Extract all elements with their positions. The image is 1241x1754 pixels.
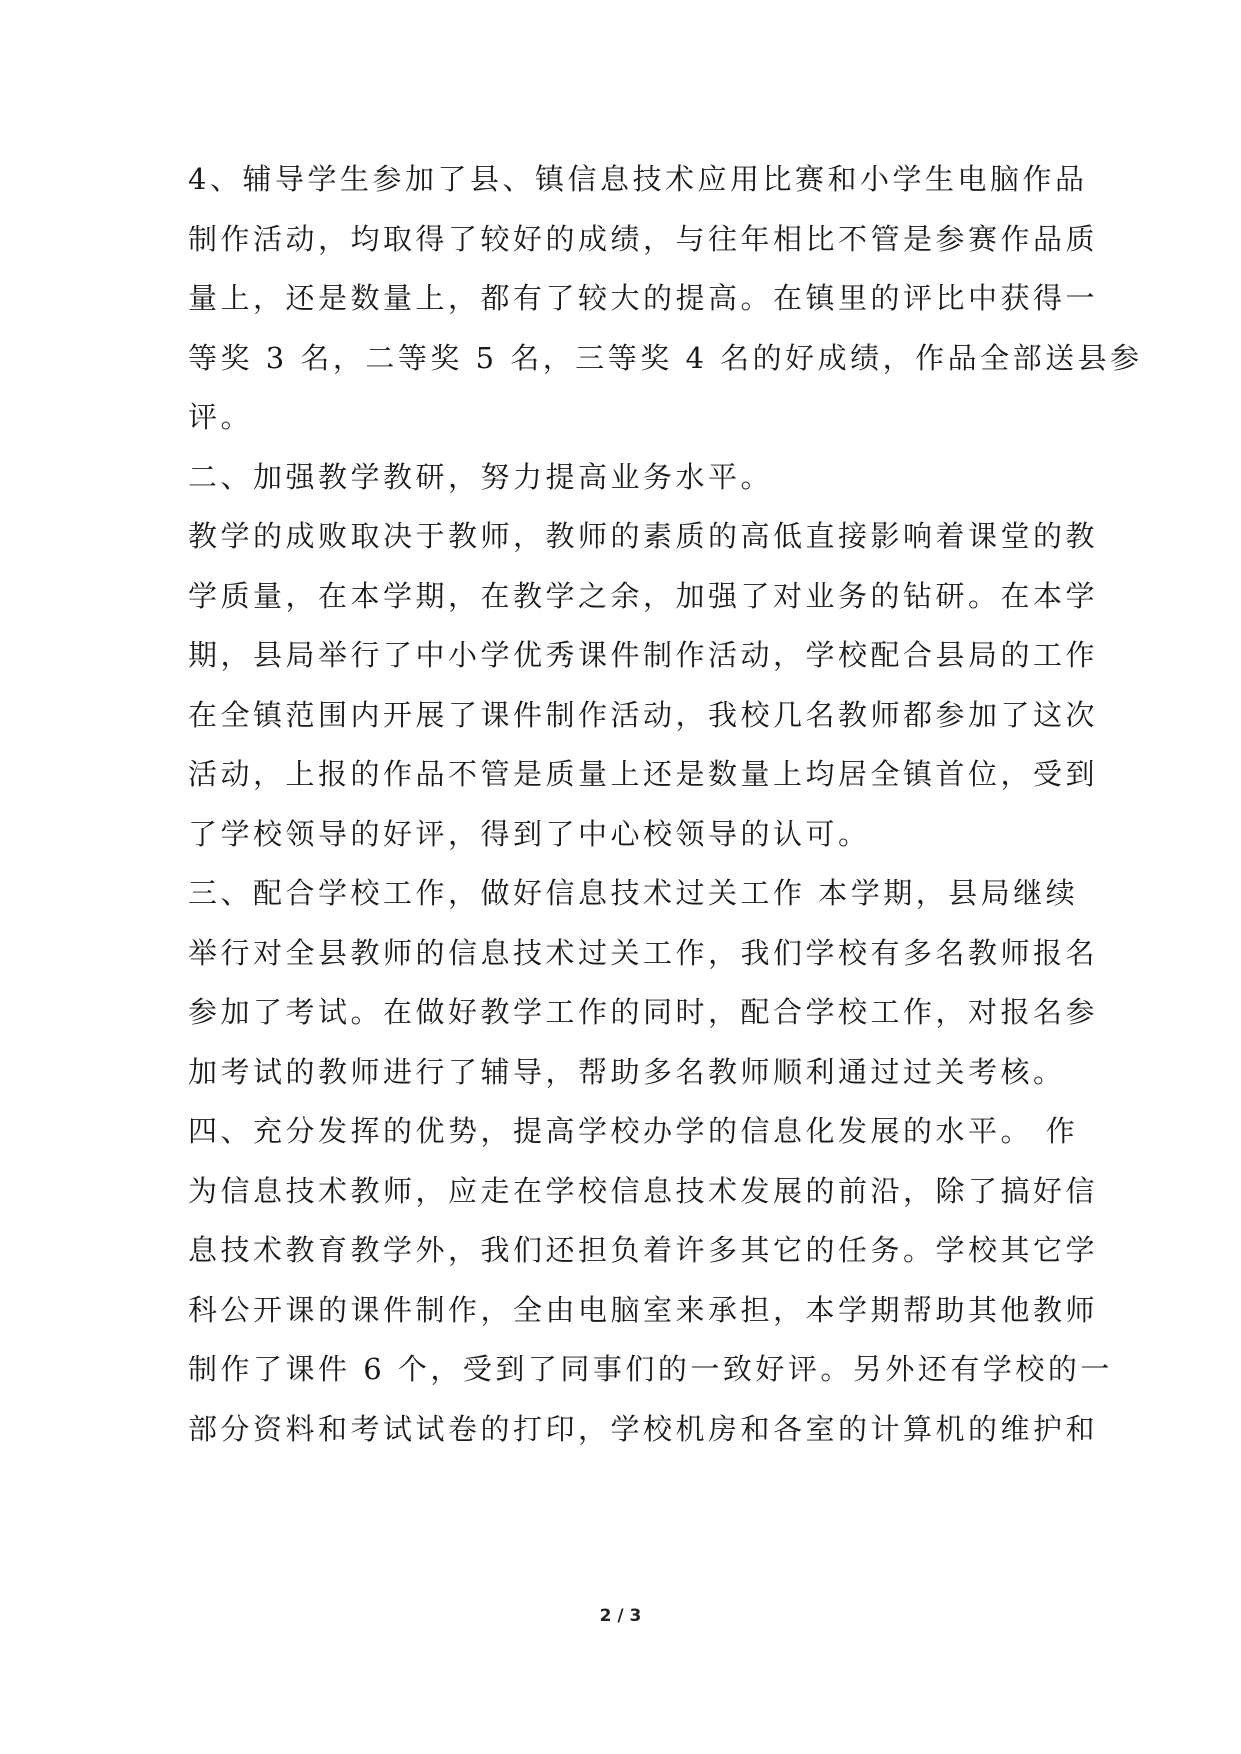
text-line: 评。 — [188, 400, 254, 434]
text-line: 学质量，在本学期，在教学之余，加强了对业务的钻研。在本学 — [188, 578, 1099, 613]
text-line: 部分资料和考试试卷的打印，学校机房和各室的计算机的维护和 — [188, 1411, 1099, 1446]
text-line: 了学校领导的好评，得到了中心校领导的认可。 — [188, 816, 871, 851]
text-line: 量上，还是数量上，都有了较大的提高。在镇里的评比中获得一 — [188, 281, 1099, 315]
text-line: 制作了课件 6 个，受到了同事们的一致好评。另外还有学校的一 — [188, 1352, 1113, 1386]
text-line: 活动，上报的作品不管是质量上还是数量上均居全镇首位，受到 — [188, 757, 1099, 791]
text-line: 教学的成败取决于教师，教师的素质的高低直接影响着课堂的教 — [188, 519, 1099, 553]
text-line: 期，县局举行了中小学优秀课件制作活动，学校配合县局的工作 — [188, 638, 1099, 672]
text-line: 在全镇范围内开展了课件制作活动，我校几名教师都参加了这次 — [188, 697, 1099, 732]
section-heading: 三、配合学校工作，做好信息技术过关工作 本学期，县局继续 — [188, 876, 1079, 910]
section-heading: 四、充分发挥的优势，提高学校办学的信息化发展的水平。 作 — [188, 1114, 1079, 1148]
section-heading: 二、加强教学教研，努力提高业务水平。 — [188, 459, 774, 494]
text-line: 加考试的教师进行了辅导，帮助多名教师顺利通过过关考核。 — [188, 1054, 1066, 1089]
text-line: 为信息技术教师，应走在学校信息技术发展的前沿，除了搞好信 — [188, 1173, 1099, 1208]
text-line: 参加了考试。在做好教学工作的同时，配合学校工作，对报名参 — [188, 995, 1099, 1029]
text-line: 息技术教育教学外，我们还担负着许多其它的任务。学校其它学 — [188, 1233, 1099, 1267]
text-line: 科公开课的课件制作，全由电脑室来承担，本学期帮助其他教师 — [188, 1292, 1099, 1327]
text-line: 4、辅导学生参加了县、镇信息技术应用比赛和小学生电脑作品 — [188, 162, 1088, 196]
text-line: 制作活动，均取得了较好的成绩，与往年相比不管是参赛作品质 — [188, 221, 1099, 256]
text-line: 举行对全县教师的信息技术过关工作，我们学校有多名教师报名 — [188, 935, 1099, 970]
text-line: 等奖 3 名，二等奖 5 名，三等奖 4 名的好成绩，作品全部送县参 — [188, 340, 1143, 375]
page-number: 2 / 3 — [599, 1606, 642, 1626]
document-body — [188, 150, 1143, 1459]
